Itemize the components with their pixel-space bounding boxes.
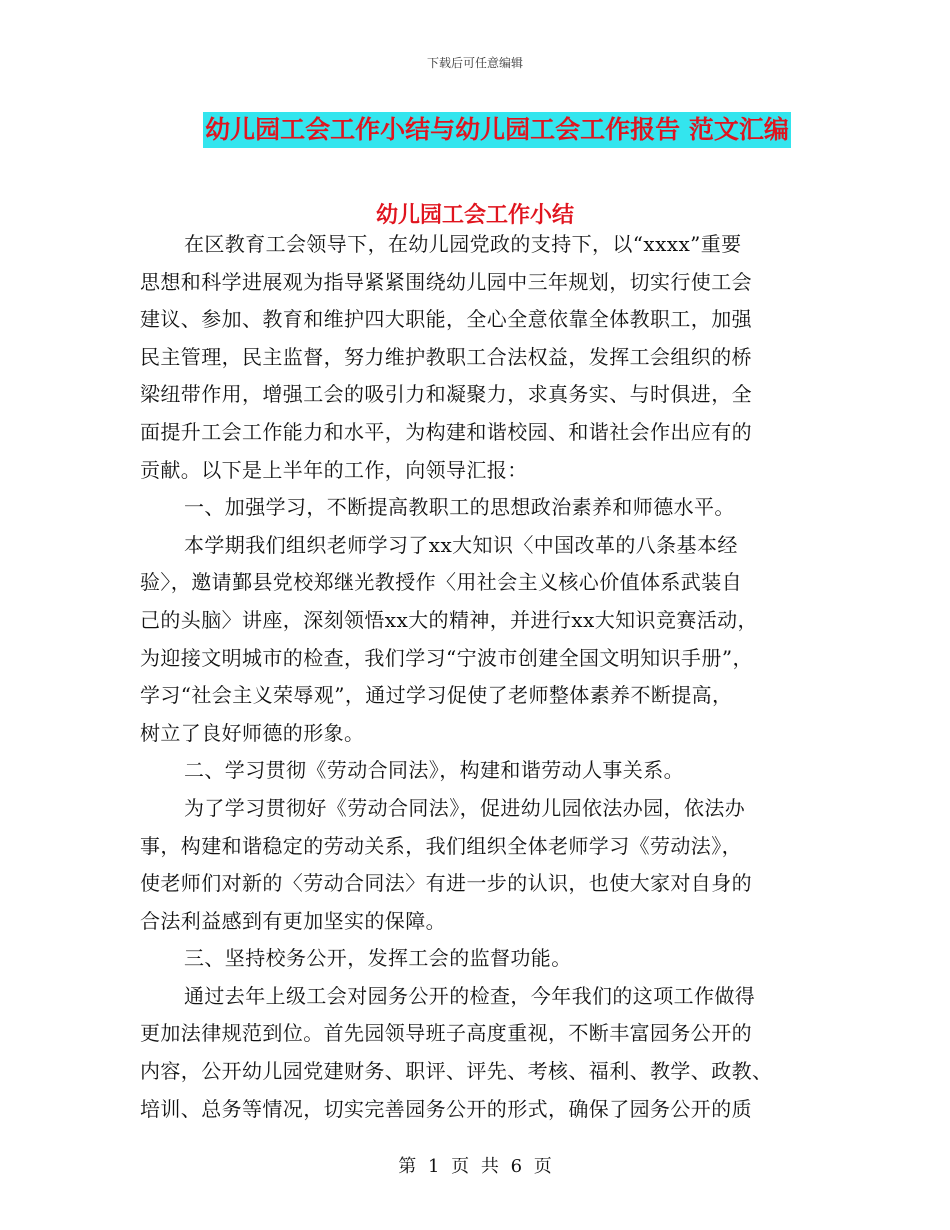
text-line: 树立了良好师德的形象。	[140, 720, 365, 745]
body-text	[140, 226, 810, 1128]
text-line: 面提升工会工作能力和水平，为构建和谐校园、和谐社会作出应有的	[140, 419, 752, 444]
text-line: 一、加强学习，不断提高教职工的思想政治素养和师德水平。	[184, 495, 735, 520]
text-line: 验〉，邀请鄞县党校郑继光教授作〈用社会主义核心价值体系武装自	[140, 570, 742, 595]
text-line: 为了学习贯彻好《劳动合同法》，促进幼儿园依法办园，依法办	[184, 795, 746, 820]
text-line: 更加法律规范到位。首先园领导班子高度重视，不断丰富园务公开的	[140, 1021, 752, 1046]
text-line: 内容，公开幼儿园党建财务、职评、评先、考核、福利、教学、政教、	[140, 1059, 773, 1084]
text-line: 使老师们对新的〈劳动合同法〉有进一步的认识，也使大家对自身的	[140, 871, 752, 896]
text-line: 在区教育工会领导下，在幼儿园党政的支持下，以“xxxx”重要	[184, 232, 742, 256]
text-line: 通过去年上级工会对园务公开的检查，今年我们的这项工作做得	[184, 983, 756, 1008]
text-line: 三、坚持校务公开，发挥工会的监督功能。	[184, 946, 572, 971]
text-line: 本学期我们组织老师学习了xx大知识〈中国改革的八条基本经	[184, 532, 738, 557]
page-number-footer: 第 1 页 共 6 页	[398, 1156, 552, 1177]
text-line: 思想和科学进展观为指导紧紧围绕幼儿园中三年规划，切实行使工会	[140, 269, 752, 294]
text-line: 己的头脑〉讲座，深刻领悟xx大的精神，并进行xx大知识竞赛活动，	[140, 607, 758, 632]
header-note: 下载后可任意编辑	[426, 56, 523, 70]
text-line: 培训、总务等情况，切实完善园务公开的形式，确保了园务公开的质	[140, 1096, 752, 1121]
document-title: 幼儿园工会工作小结与幼儿园工会工作报告 范文汇编	[203, 112, 791, 148]
text-line: 建议、参加、教育和维护四大职能，全心全意依靠全体教职工，加强	[140, 307, 752, 332]
text-line: 学习“社会主义荣辱观”，通过学习促使了老师整体素养不断提高，	[140, 683, 733, 708]
text-line: 贡献。以下是上半年的工作，向领导汇报：	[140, 457, 528, 482]
document-title-area	[0, 112, 950, 148]
section-title: 幼儿园工会工作小结	[375, 202, 574, 228]
text-line: 二、学习贯彻《劳动合同法》，构建和谐劳动人事关系。	[184, 758, 684, 783]
text-line: 梁纽带作用，增强工会的吸引力和凝聚力，求真务实、与时俱进，全	[140, 382, 752, 407]
text-line: 事，构建和谐稳定的劳动关系，我们组织全体老师学习《劳动法》，	[140, 833, 742, 858]
text-line: 合法利益感到有更加坚实的保障。	[140, 908, 446, 933]
text-line: 为迎接文明城市的检查，我们学习“宁波市创建全国文明知识手册”，	[140, 645, 753, 670]
text-line: 民主管理，民主监督，努力维护教职工合法权益，发挥工会组织的桥	[140, 344, 752, 369]
